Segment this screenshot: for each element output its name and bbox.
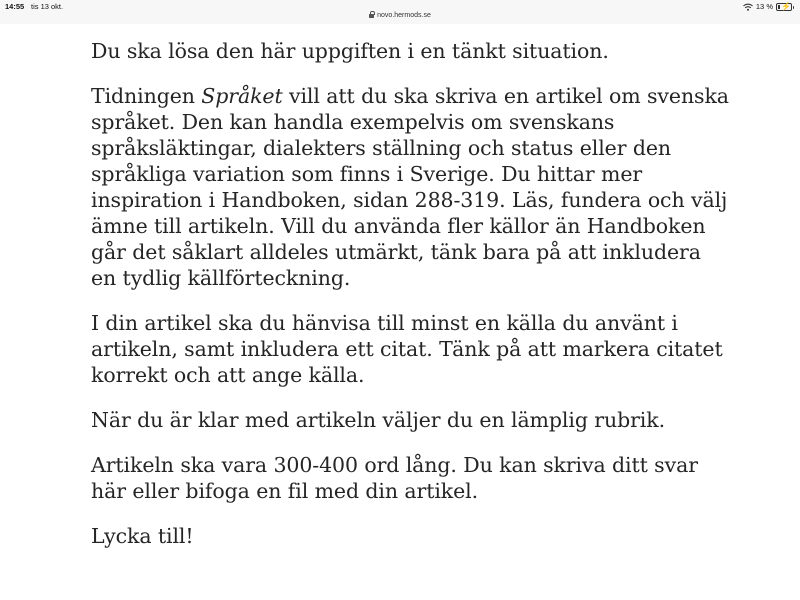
paragraph-headline: När du är klar med artikeln väljer du en lämplig rubrik. (91, 408, 665, 432)
battery-level (778, 5, 780, 9)
lock-icon (369, 13, 374, 18)
charging-bolt-icon: ⚡ (781, 1, 791, 11)
wifi-icon (743, 3, 753, 11)
paragraph-intro: Du ska lösa den här uppgiften i en tänkt situation. (91, 39, 609, 63)
status-bar (0, 0, 800, 24)
status-time: 14:55 (5, 2, 25, 11)
battery-percent: 13 % (755, 2, 773, 11)
address-bar[interactable] (0, 12, 800, 19)
paragraph-task (91, 83, 731, 291)
status-date: tis 13 okt. (31, 2, 64, 11)
paragraph-length: Artikeln ska vara 300-400 ord lång. Du kan skriva ditt svar här eller bifoga en fil med din artikel. (91, 453, 698, 503)
url-text: novo.hermods.se (377, 12, 431, 19)
task-text-rest: vill att du ska skriva en artikel om svenska språket. Den kan handla exempelvis om svenskans språksläktingar, dialekters ställning och status eller den språkliga variation som finns i Sverige. Du hittar mer inspiration i Handboken, sidan 288-319. Läs, fundera och välj ämne till artikeln. Vill du använda fler källor än Handboken går det såklart alldeles utmärkt, tänk bara på att inkludera en tydlig källförteckning. (91, 84, 729, 290)
assignment-text (91, 38, 731, 568)
task-text-start: Tidningen (91, 84, 202, 108)
status-indicators (743, 2, 792, 11)
battery-icon (776, 3, 792, 11)
paragraph-goodluck: Lycka till! (91, 524, 194, 548)
newspaper-name: Språket (201, 84, 283, 108)
paragraph-sources: I din artikel ska du hänvisa till minst en källa du använt i artikeln, samt inkludera ett citat. Tänk på att markera citatet korrekt och att ange källa. (91, 311, 723, 387)
